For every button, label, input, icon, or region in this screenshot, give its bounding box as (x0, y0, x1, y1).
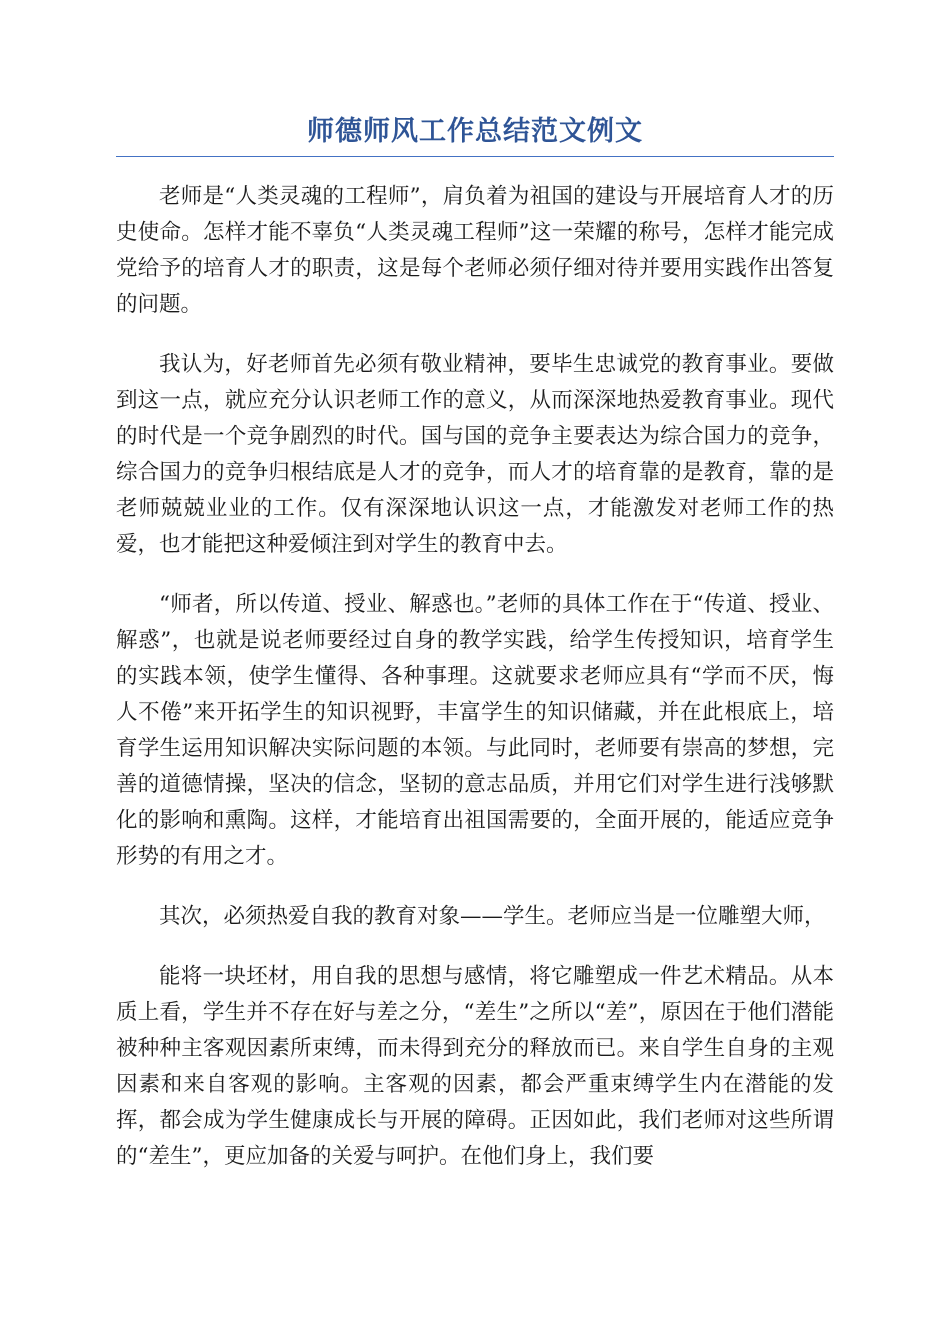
title-underline (116, 156, 834, 157)
paragraph: “师者，所以传道、授业、解惑也。”老师的具体工作在于“传道、授业、解惑”，也就是说老师要经过自身的教学实践，给学生传授知识，培育学生的实践本领，使学生懂得、各种事理。这就要求老师应具有“学而不厌，悔人不倦”来开拓学生的知识视野，丰富学生的知识储藏，并在此根底上，培育学生运用知识解决实际问题的本领。与此同时，老师要有崇高的梦想，完善的道德情操，坚决的信念，坚韧的意志品质，并用它们对学生进行浅够默化的影响和熏陶。这样，才能培育出祖国需要的，全面开展的，能适应竞争形势的有用之才。 (116, 592, 834, 869)
paragraph: 其次，必须热爱自我的教育对象——学生。老师应当是一位雕塑大师， (159, 904, 826, 929)
paragraph: 我认为，好老师首先必须有敬业精神，要毕生忠诚党的教育事业。要做到这一点，就应充分认识老师工作的意义，从而深深地热爱教育事业。现代的时代是一个竞争剧烈的时代。国与国的竞争主要表达为综合国力的竞争，综合国力的竞争归根结底是人才的竞争，而人才的培育靠的是教育，靠的是老师兢兢业业的工作。仅有深深地认识这一点，才能激发对老师工作的热爱，也才能把这种爱倾注到对学生的教育中去。 (116, 352, 834, 557)
document-body (116, 179, 834, 1175)
document-title: 师德师风工作总结范文例文 (307, 116, 643, 147)
paragraph: 能将一块坯材，用自我的思想与感情，将它雕塑成一件艺术精品。从本质上看，学生并不存在好与差之分，“差生”之所以“差”，原因在于他们潜能被种种主客观因素所束缚，而未得到充分的释放而已。来自学生自身的主观因素和来自客观的影响。主客观的因素，都会严重束缚学生内在潜能的发挥，都会成为学生健康成长与开展的障碍。正因如此，我们老师对这些所谓的“差生”，更应加备的关爱与呵护。在他们身上，我们要 (116, 964, 834, 1169)
document-page (116, 112, 834, 1199)
paragraph: 老师是“人类灵魂的工程师”，肩负着为祖国的建设与开展培育人才的历史使命。怎样才能不辜负“人类灵魂工程师”这一荣耀的称号，怎样才能完成党给予的培育人才的职责，这是每个老师必须仔细对待并要用实践作出答复的问题。 (116, 184, 834, 317)
